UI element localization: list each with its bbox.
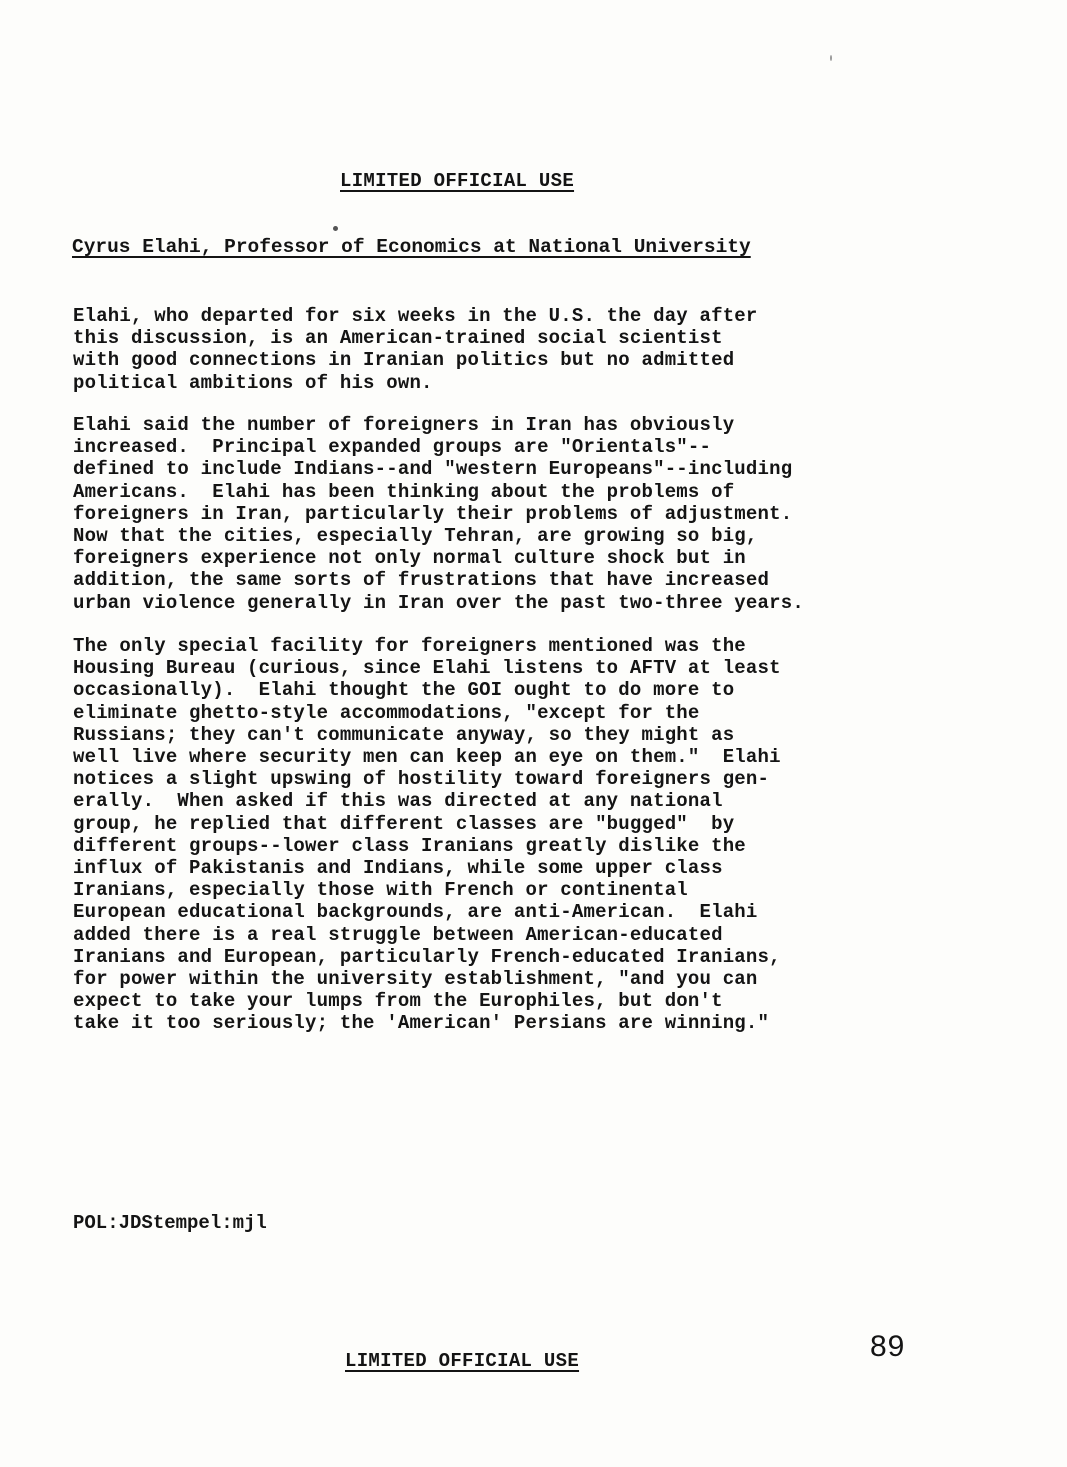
paragraph-line: Now that the cities, especially Tehran, are growing so big, — [73, 525, 758, 548]
paragraph-line: occasionally). Elahi thought the GOI ought to do more to — [73, 679, 735, 702]
paragraph-line: Housing Bureau (curious, since Elahi listens to AFTV at least — [73, 657, 781, 680]
scan-speck — [830, 55, 832, 61]
paragraph-line: take it too seriously; the 'American' Persians are winning." — [73, 1012, 770, 1035]
paragraph — [73, 635, 781, 1035]
paragraph-line: Americans. Elahi has been thinking about the problems of — [73, 480, 735, 503]
paragraph-line: The only special facility for foreigners mentioned was the — [73, 635, 746, 657]
paragraph-line: defined to include Indians--and "western Europeans"--including — [73, 458, 793, 481]
paragraph — [73, 305, 758, 394]
paragraph-line: this discussion, is an American-trained social scientist — [73, 327, 723, 350]
paragraph-line: addition, the same sorts of frustrations that have increased — [73, 569, 770, 592]
classification-footer: LIMITED OFFICIAL USE — [345, 1350, 580, 1372]
paragraph-line: for power within the university establishment, "and you can — [73, 968, 758, 991]
page-number: 89 — [870, 1330, 906, 1363]
paragraph-line: foreigners experience not only normal culture shock but in — [73, 547, 746, 570]
paragraph-line: different groups--lower class Iranians greatly dislike the — [73, 834, 746, 857]
paragraph — [73, 414, 804, 614]
paragraph-line: well live where security men can keep an eye on them." Elahi — [73, 746, 781, 769]
paragraph-line: influx of Pakistanis and Indians, while some upper class — [73, 857, 723, 880]
paragraph-line: expect to take your lumps from the Europhiles, but don't — [73, 990, 723, 1013]
classification-header: LIMITED OFFICIAL USE — [340, 170, 575, 192]
paragraph-line: political ambitions of his own. — [73, 371, 433, 394]
paragraph-line: eliminate ghetto-style accommodations, "except for the — [73, 701, 700, 724]
paragraph-line: Elahi, who departed for six weeks in the U.S. the day after — [73, 305, 758, 327]
paragraph-line: foreigners in Iran, particularly their problems of adjustment. — [73, 502, 793, 525]
paragraph-line: notices a slight upswing of hostility toward foreigners gen- — [73, 768, 770, 791]
scan-speck — [333, 226, 338, 231]
paragraph-line: Russians; they can't communicate anyway, so they might as — [73, 723, 735, 746]
paragraph-line: Iranians, especially those with French or continental — [73, 879, 688, 902]
paragraph-line: group, he replied that different classes are "bugged" by — [73, 812, 735, 835]
paragraph-line: European educational backgrounds, are anti-American. Elahi — [73, 901, 758, 924]
paragraph-line: erally. When asked if this was directed at any national — [73, 790, 723, 813]
paragraph-line: added there is a real struggle between American-educated — [73, 923, 723, 946]
paragraph-line: Iranians and European, particularly French-educated Iranians, — [73, 945, 781, 968]
subject-title: Cyrus Elahi, Professor of Economics at National University — [72, 236, 751, 258]
paragraph-line: with good connections in Iranian politics but no admitted — [73, 349, 735, 372]
drafter-initials: POL:JDStempel:mjl — [73, 1212, 267, 1234]
paragraph-line: increased. Principal expanded groups are "Orientals"-- — [73, 436, 712, 459]
paragraph-line: urban violence generally in Iran over the past two-three years. — [73, 591, 804, 614]
paragraph-line: Elahi said the number of foreigners in Iran has obviously — [73, 414, 735, 436]
